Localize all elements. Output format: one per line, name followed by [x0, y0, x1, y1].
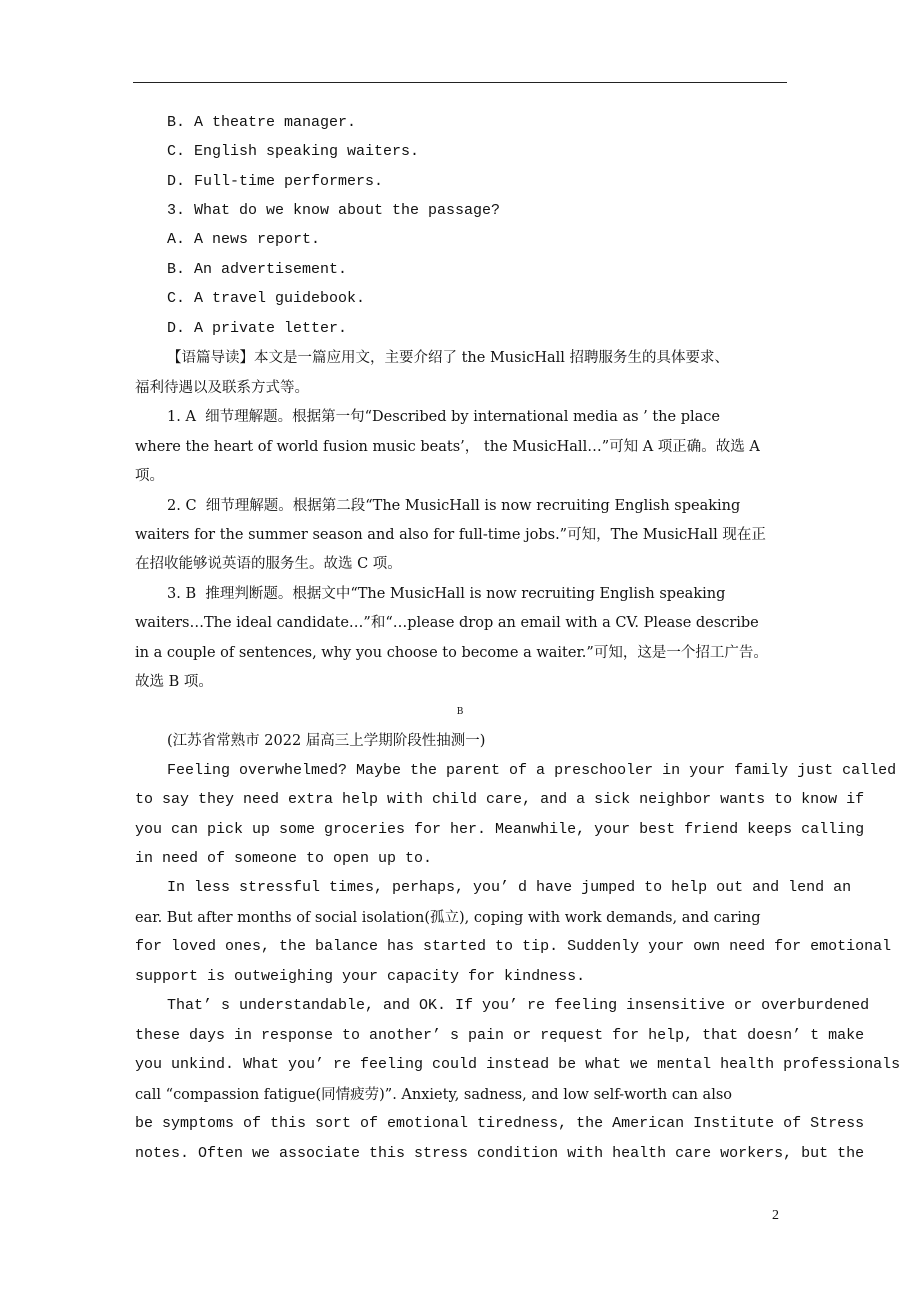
paragraph-1-line-1: Feeling overwhelmed? Maybe the parent of a preschooler in your family just called — [167, 762, 897, 779]
option-d-full-time-performers: D. Full-time performers. — [167, 173, 384, 190]
paragraph-2-line-1: In less stressful times, perhaps, you’ d have jumped to help out and lend an — [167, 879, 852, 896]
answer-2-end: 在招收能够说英语的服务生。故选 C 项。 — [135, 556, 402, 572]
option-b-advertisement: B. An advertisement. — [167, 261, 348, 278]
answer-2: 2. C 细节理解题。根据第二段“The MusicHall is now recruiting English speaking — [167, 498, 741, 514]
answer-3-cont-2: in a couple of sentences, why you choose to become a waiter.”可知，这是一个招工广告。 — [135, 645, 768, 661]
option-a-news-report: A. A news report. — [167, 231, 321, 248]
option-c-travel-guidebook: C. A travel guidebook. — [167, 290, 366, 307]
option-c-english-waiters: C. English speaking waiters. — [167, 143, 420, 160]
paragraph-2-line-2: ear. But after months of social isolation(孤立), coping with work demands, and caring — [135, 910, 761, 926]
paragraph-3-line-4: call “compassion fatigue(同情疲劳)”. Anxiety, sadness, and low self-worth can also — [135, 1087, 732, 1103]
paragraph-2-line-3: for loved ones, the balance has started to tip. Suddenly your own need for emotional — [135, 938, 892, 955]
paragraph-3-line-2: these days in response to another’ s pain or request for help, that doesn’ t make — [135, 1027, 865, 1044]
paragraph-2-line-4: support is outweighing your capacity for kindness. — [135, 968, 586, 985]
option-b-theatre-manager: B. A theatre manager. — [167, 114, 357, 131]
passage-guide-cont: 福利待遇以及联系方式等。 — [135, 380, 309, 396]
paragraph-1-line-2: to say they need extra help with child care, and a sick neighbor wants to know if — [135, 791, 865, 808]
passage-guide: 【语篇导读】本文是一篇应用文，主要介绍了 the MusicHall 招聘服务生的具体要求、 — [167, 350, 730, 366]
source-note: (江苏省常熟市 2022 届高三上学期阶段性抽测一) — [167, 733, 486, 749]
answer-1-cont: where the heart of world fusion music beats’， the MusicHall…”可知 A 项正确。故选 A — [135, 439, 760, 455]
page-number: 2 — [772, 1208, 779, 1223]
option-d-private-letter: D. A private letter. — [167, 320, 348, 337]
answer-3: 3. B 推理判断题。根据文中“The MusicHall is now recruiting English speaking — [167, 586, 726, 602]
header-rule — [133, 82, 787, 83]
question-3: 3. What do we know about the passage? — [167, 202, 501, 219]
answer-3-end: 故选 B 项。 — [135, 674, 213, 690]
paragraph-1-line-4: in need of someone to open up to. — [135, 850, 433, 867]
section-heading-b: B — [456, 707, 464, 717]
paragraph-3-line-1: That’ s understandable, and OK. If you’ re feeling insensitive or overburdened — [167, 997, 870, 1014]
paragraph-3-line-6: notes. Often we associate this stress condition with health care workers, but the — [135, 1145, 865, 1162]
paragraph-1-line-3: you can pick up some groceries for her. Meanwhile, your best friend keeps calling — [135, 821, 865, 838]
answer-3-cont: waiters…The ideal candidate…”和“…please drop an email with a CV. Please describe — [135, 615, 759, 631]
answer-1-end: 项。 — [135, 468, 164, 484]
paragraph-3-line-5: be symptoms of this sort of emotional tiredness, the American Institute of Stress — [135, 1115, 865, 1132]
answer-1: 1. A 细节理解题。根据第一句“Described by international media as ’ the place — [167, 409, 720, 425]
answer-2-cont: waiters for the summer season and also for full-time jobs.”可知，The MusicHall 现在正 — [135, 527, 766, 543]
paragraph-3-line-3: you unkind. What you’ re feeling could instead be what we mental health professionals — [135, 1056, 901, 1073]
